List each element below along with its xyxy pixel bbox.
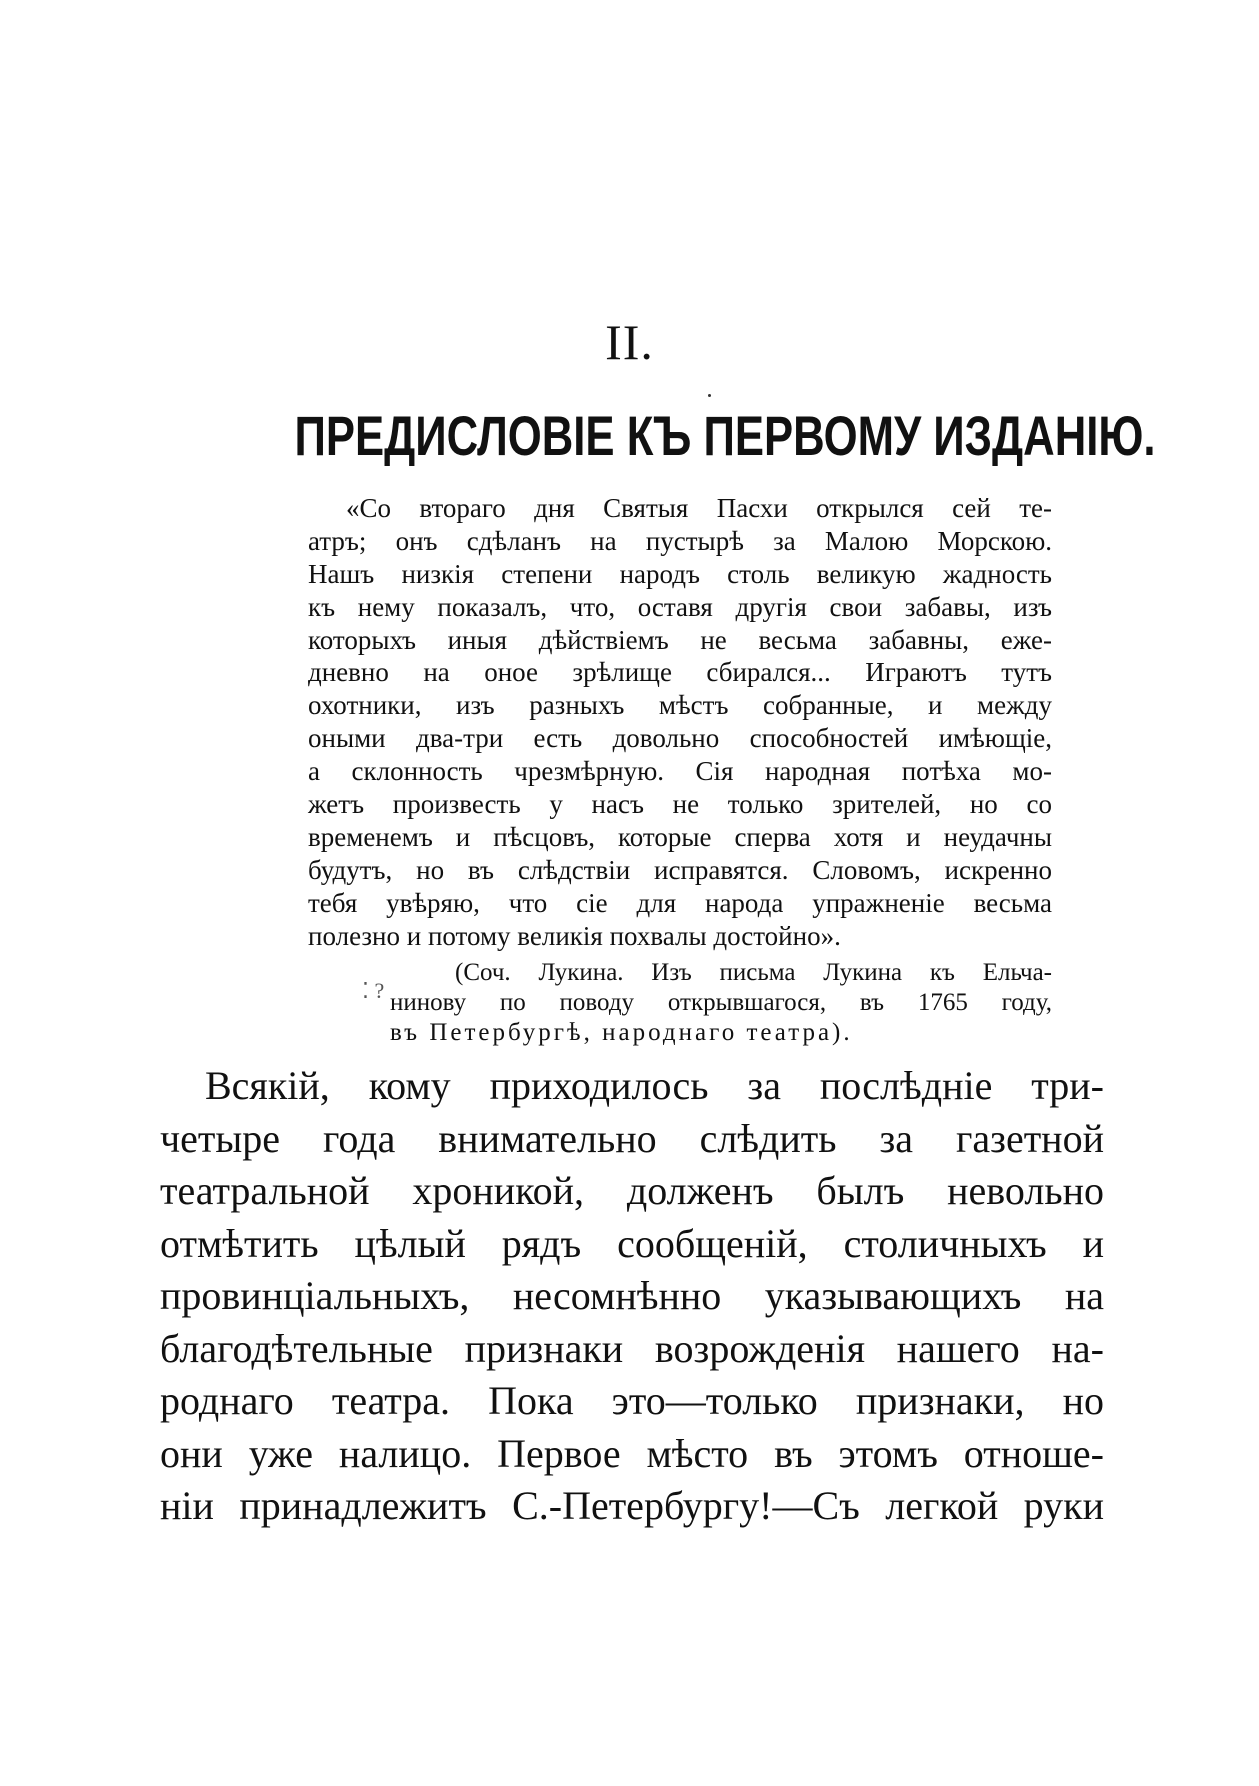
epigraph-line: дневно на оное зрѣлище сбирался... Играютъ тутъ bbox=[308, 657, 1052, 688]
epigraph-line: къ нему показалъ, что, оставя другія свои забавы, изъ bbox=[308, 591, 1052, 622]
body-paragraph bbox=[160, 1060, 1104, 1533]
epigraph-line: полезно и потому великія похвалы достойно». bbox=[308, 920, 841, 951]
epigraph-line: «Со втораго дня Святыя Пасхи открылся сей те- bbox=[346, 493, 1052, 523]
body-line: ніи принадлежитъ С.-Петербургу!—Съ легкой руки bbox=[160, 1483, 1104, 1528]
epigraph-line: охотники, изъ разныхъ мѣстъ собранные, и между bbox=[308, 690, 1052, 721]
ink-speck bbox=[708, 394, 711, 397]
epigraph-line: атръ; онъ сдѣланъ на пустырѣ за Малою Морскою. bbox=[308, 525, 1052, 556]
epigraph-line: будутъ, но въ слѣдствіи исправятся. Словомъ, искренно bbox=[308, 854, 1052, 885]
margin-mark: ⁚ ? bbox=[362, 978, 385, 1003]
citation-line: нинову по поводу открывшагося, въ 1765 году, bbox=[390, 989, 1052, 1016]
citation-line: (Соч. Лукина. Изъ письма Лукина къ Ельча- bbox=[455, 959, 1052, 986]
body-line: благодѣтельные признаки возрожденія нашего на- bbox=[160, 1325, 1104, 1371]
body-line: четыре года внимательно слѣдить за газетной bbox=[160, 1115, 1104, 1161]
body-line: театральной хроникой, долженъ былъ невольно bbox=[160, 1168, 1104, 1213]
epigraph-line: временемъ и пѣсцовъ, которые сперва хотя и неудачны bbox=[308, 821, 1052, 852]
epigraph-line: тебя увѣряю, что сіе для народа упражненіе весьма bbox=[308, 887, 1052, 918]
body-line: отмѣтить цѣлый рядъ сообщеній, столичныхъ и bbox=[160, 1220, 1104, 1266]
epigraph-quote bbox=[308, 492, 1052, 952]
epigraph-citation bbox=[390, 958, 1052, 1048]
body-line: роднаго театра. Пока это—только признаки, но bbox=[160, 1378, 1104, 1423]
citation-line bbox=[390, 1018, 1052, 1048]
body-line: провинціальныхъ, несомнѣнно указывающихъ на bbox=[160, 1273, 1104, 1318]
chapter-number: II. bbox=[605, 314, 654, 370]
epigraph-line: которыхъ иныя дѣйствіемъ не весьма забавны, еже- bbox=[308, 624, 1052, 655]
body-line: Всякій, кому приходилось за послѣдніе три- bbox=[205, 1063, 1104, 1108]
epigraph-line: Нашъ низкія степени народъ столь великую жадность bbox=[308, 558, 1052, 589]
body-line: они уже налицо. Первое мѣсто въ этомъ отноше- bbox=[160, 1430, 1104, 1476]
citation-line-text: въ Петербургѣ, народнаго театра). bbox=[390, 1019, 853, 1046]
chapter-title: ПРЕДИСЛОВІЕ КЪ ПЕРВОМУ ИЗДАНІЮ. bbox=[294, 404, 1156, 467]
epigraph-line: а склонность чрезмѣрную. Сія народная потѣха мо- bbox=[308, 756, 1052, 787]
epigraph-line: оными два-три есть довольно способностей имѣющіе, bbox=[308, 723, 1052, 754]
epigraph-line: жетъ произвесть у насъ не только зрителей, но со bbox=[308, 789, 1052, 820]
